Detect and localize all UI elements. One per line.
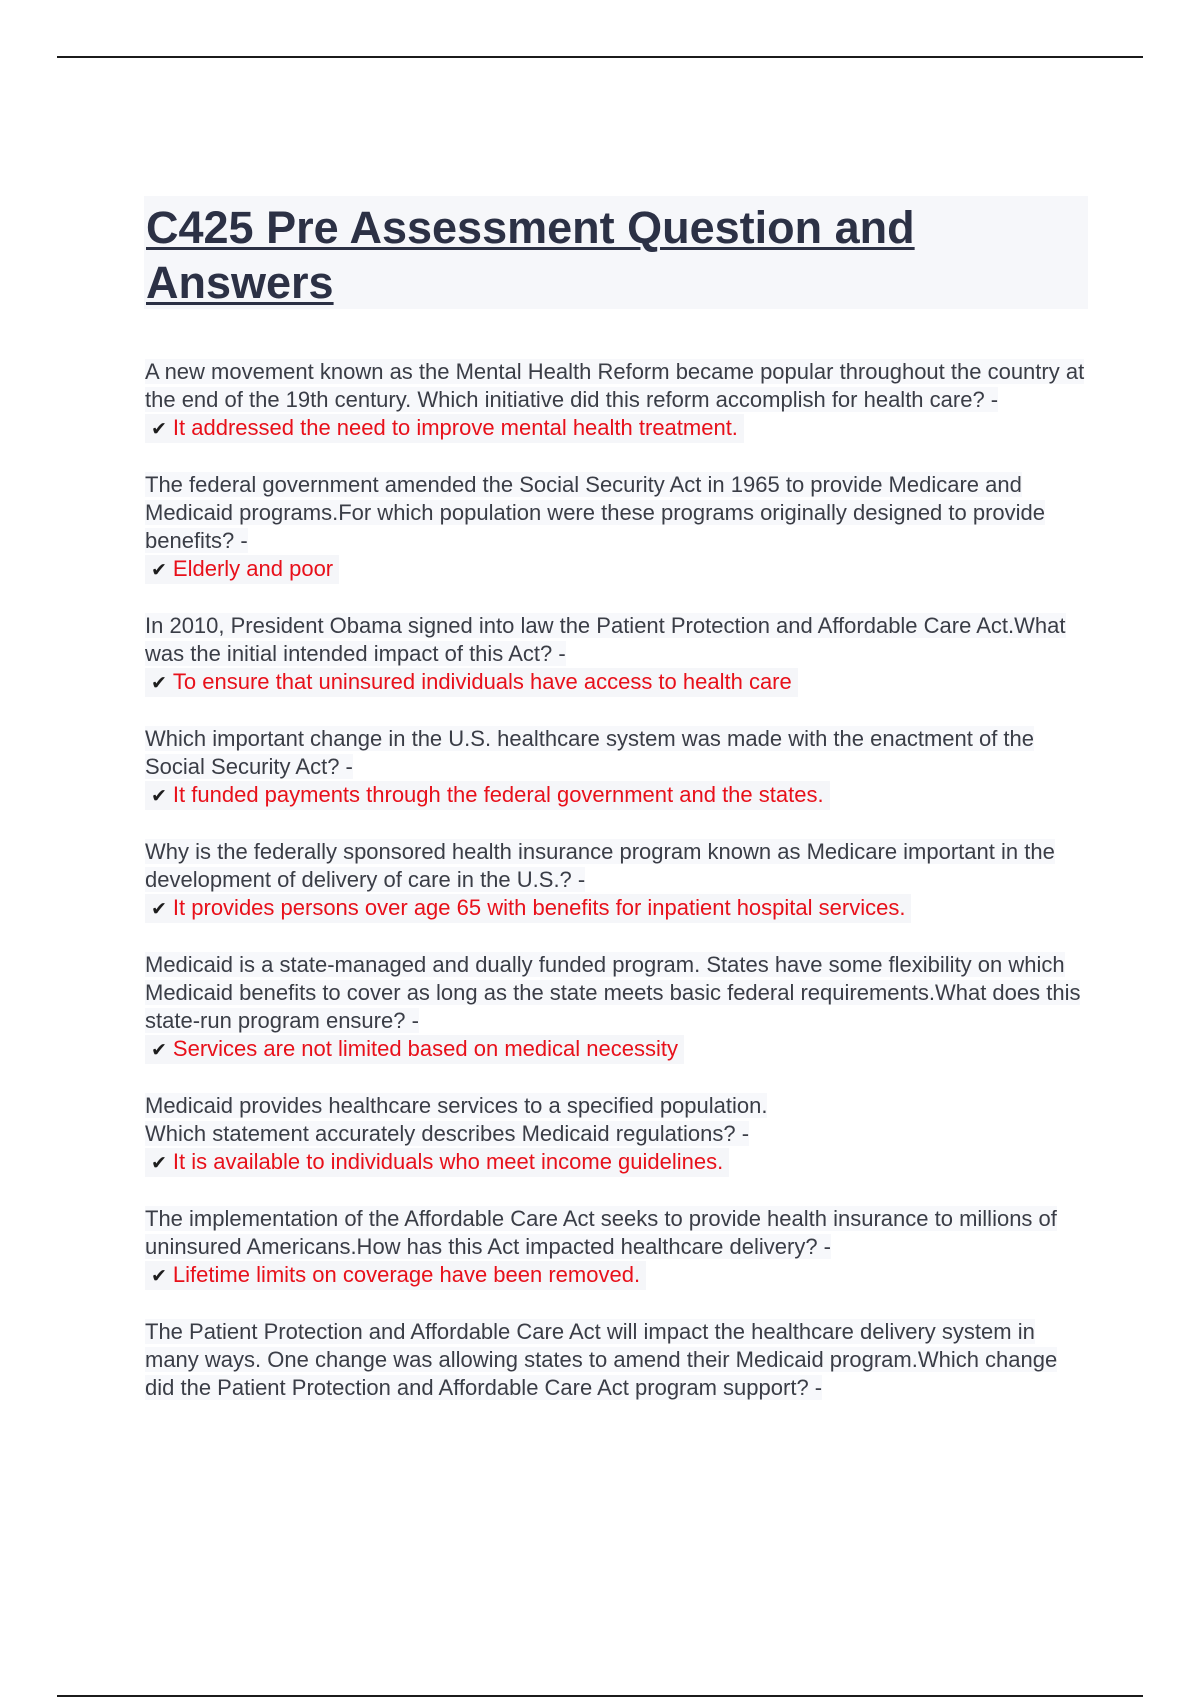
bottom-rule [57, 1695, 1143, 1697]
checkmark-icon: ✔ [151, 898, 167, 920]
question-text-span: The Patient Protection and Affordable Care Act will impact the healthcare delivery system in many ways. One change was allowing states to amend their Medicaid program.Which change did the Patient Protection and Affordable Care Act program support? - [145, 1319, 1058, 1400]
checkmark-icon: ✔ [151, 672, 167, 694]
qa-item [145, 951, 1090, 1064]
qa-item [145, 1318, 1090, 1402]
answer-line [145, 414, 744, 443]
qa-item [145, 1205, 1090, 1290]
checkmark-icon: ✔ [151, 1039, 167, 1061]
question-text-span: The federal government amended the Social Security Act in 1965 to provide Medicare and Medicaid programs.For which population were these programs originally designed to provide benefits? - [145, 472, 1046, 553]
question-text [145, 1092, 1090, 1148]
question-text-span: A new movement known as the Mental Health Reform became popular throughout the country at the end of the 19th century. Which initiative did this reform accomplish for health care? - [145, 359, 1085, 412]
question-text [145, 1318, 1090, 1402]
question-text [145, 725, 1090, 781]
qa-item [145, 725, 1090, 810]
answer-text: It is available to individuals who meet income guidelines. [172, 1149, 724, 1174]
answer-text: It addressed the need to improve mental health treatment. [172, 415, 738, 440]
question-text-span: Which important change in the U.S. healthcare system was made with the enactment of the Social Security Act? - [145, 726, 1035, 779]
question-text-span: In 2010, President Obama signed into law the Patient Protection and Affordable Care Act.What was the initial intended impact of this Act? - [145, 613, 1066, 666]
question-text [145, 471, 1090, 555]
question-text [145, 612, 1090, 668]
question-text-span: Medicaid provides healthcare services to a specified population. Which statement accurately describes Medicaid regulations? - [145, 1093, 768, 1146]
question-text [145, 838, 1090, 894]
answer-line [145, 668, 798, 697]
top-rule [57, 56, 1143, 58]
answer-text: Services are not limited based on medical necessity [172, 1036, 678, 1061]
answer-line [145, 555, 339, 584]
answer-text: It provides persons over age 65 with benefits for inpatient hospital services. [172, 895, 906, 920]
answer-line [145, 1035, 684, 1064]
checkmark-icon: ✔ [151, 1265, 167, 1287]
checkmark-icon: ✔ [151, 559, 167, 581]
answer-text: To ensure that uninsured individuals have access to health care [172, 669, 792, 694]
answer-text: Lifetime limits on coverage have been removed. [172, 1262, 641, 1287]
question-text-span: Medicaid is a state-managed and dually funded program. States have some flexibility on which Medicaid benefits to cover as long as the state meets basic federal requirements.What does this state-run program ensure? - [145, 952, 1081, 1033]
answer-line [145, 894, 911, 923]
answer-line [145, 1148, 729, 1177]
answer-line [145, 781, 830, 810]
qa-item [145, 358, 1090, 443]
checkmark-icon: ✔ [151, 418, 167, 440]
question-text [145, 358, 1090, 414]
question-text [145, 951, 1090, 1035]
qa-list [145, 358, 1090, 1430]
qa-item [145, 1092, 1090, 1177]
qa-item [145, 838, 1090, 923]
question-text-span: The implementation of the Affordable Care Act seeks to provide health insurance to millions of uninsured Americans.How has this Act impacted healthcare delivery? - [145, 1206, 1057, 1259]
page-title: C425 Pre Assessment Question and Answers [146, 202, 915, 308]
question-text-span: Why is the federally sponsored health insurance program known as Medicare important in the development of delivery of care in the U.S.? - [145, 839, 1055, 892]
checkmark-icon: ✔ [151, 785, 167, 807]
qa-item [145, 471, 1090, 584]
answer-text: Elderly and poor [172, 556, 334, 581]
title-box [144, 196, 1088, 309]
qa-item [145, 612, 1090, 697]
answer-line [145, 1261, 646, 1290]
question-text [145, 1205, 1090, 1261]
answer-text: It funded payments through the federal government and the states. [172, 782, 824, 807]
checkmark-icon: ✔ [151, 1152, 167, 1174]
